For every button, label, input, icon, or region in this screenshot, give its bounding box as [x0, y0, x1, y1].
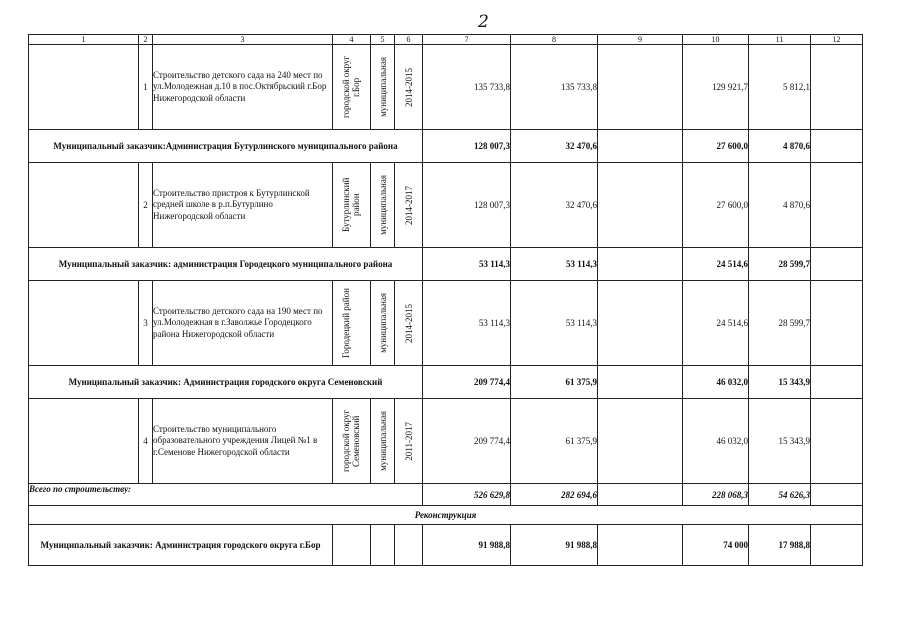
value-col9: [598, 525, 683, 566]
col-number: 4: [333, 35, 371, 45]
object-name: Строительство детского сада на 190 мест по ул.Молодежная в г.Заволжье Городецкого района Нижегородской области: [153, 281, 333, 366]
value-col7: 209 774,4: [423, 399, 511, 484]
value-col10: 24 514,6: [683, 281, 749, 366]
value-col10: 24 514,6: [683, 248, 749, 281]
object-ownership: муниципальная: [377, 57, 388, 117]
col-number: 9: [598, 35, 683, 45]
section-row: [29, 506, 863, 525]
object-period: 2011-2017: [403, 421, 414, 461]
value-col9: [598, 45, 683, 130]
object-territory: Городецкий район: [340, 288, 351, 358]
customer-row: [29, 525, 863, 566]
value-col7: 53 114,3: [423, 248, 511, 281]
object-number: 1: [139, 45, 153, 130]
col-number: 5: [371, 35, 395, 45]
value-col11: 17 988,8: [749, 525, 811, 566]
value-col12: [811, 248, 863, 281]
object-row: [29, 281, 863, 366]
value-col11: 28 599,7: [749, 281, 811, 366]
object-period: 2014-2017: [403, 185, 414, 225]
value-col12: [811, 484, 863, 506]
page-number: 2: [478, 12, 489, 32]
value-col9: [598, 248, 683, 281]
value-col11: 54 626,3: [749, 484, 811, 506]
col-number: 2: [139, 35, 153, 45]
object-ownership: муниципальная: [377, 293, 388, 353]
value-col7: 128 007,3: [423, 130, 511, 163]
col-number: 7: [423, 35, 511, 45]
object-territory: Бутурлинский район: [340, 177, 361, 233]
col-number: 6: [395, 35, 423, 45]
investment-table: [28, 34, 863, 566]
col-number: 12: [811, 35, 863, 45]
object-number: 3: [139, 281, 153, 366]
object-row: [29, 163, 863, 248]
value-col7: 91 988,8: [423, 525, 511, 566]
value-col7: 53 114,3: [423, 281, 511, 366]
customer-row: [29, 130, 863, 163]
total-label: Всего по строительству:: [29, 484, 423, 506]
value-col9: [598, 484, 683, 506]
value-col8: 61 375,9: [511, 366, 598, 399]
value-col8: 53 114,3: [511, 248, 598, 281]
customer-row: [29, 248, 863, 281]
value-col9: [598, 281, 683, 366]
value-col11: 28 599,7: [749, 248, 811, 281]
col-number: 10: [683, 35, 749, 45]
object-name: Строительство детского сада на 240 мест по ул.Молодежная д.10 в пос.Октябрьский г.Бор Нижегородской области: [153, 45, 333, 130]
value-col8: 32 470,6: [511, 163, 598, 248]
value-col10: 27 600,0: [683, 130, 749, 163]
customer-label: Муниципальный заказчик: Администрация городского округа г.Бор: [29, 525, 333, 566]
value-col12: [811, 163, 863, 248]
value-col10: 27 600,0: [683, 163, 749, 248]
value-col10: 129 921,7: [683, 45, 749, 130]
value-col10: 46 032,0: [683, 399, 749, 484]
value-col12: [811, 281, 863, 366]
customer-row: [29, 366, 863, 399]
object-period: 2014-2015: [403, 303, 414, 343]
object-name: Строительство пристроя к Бутурлинской средней школе в р.п.Бутурлино Нижегородской области: [153, 163, 333, 248]
value-col11: 15 343,9: [749, 399, 811, 484]
value-col8: 32 470,6: [511, 130, 598, 163]
value-col8: 282 694,6: [511, 484, 598, 506]
customer-label: Муниципальный заказчик:Администрация Бутурлинского муниципального района: [29, 130, 423, 163]
value-col11: 4 870,6: [749, 163, 811, 248]
object-name: Строительство муниципального образовательного учреждения Лицей №1 в г.Семенове Нижегородской области: [153, 399, 333, 484]
object-row: [29, 399, 863, 484]
section-label: Реконструкция: [29, 506, 863, 525]
value-col12: [811, 130, 863, 163]
object-number: 2: [139, 163, 153, 248]
customer-label: Муниципальный заказчик: администрация Городецкого муниципального района: [29, 248, 423, 281]
value-col10: 228 068,3: [683, 484, 749, 506]
col-number: 3: [153, 35, 333, 45]
value-col7: 526 629,8: [423, 484, 511, 506]
total-row: [29, 484, 863, 506]
col-number: 8: [511, 35, 598, 45]
object-number: 4: [139, 399, 153, 484]
value-col8: 61 375,9: [511, 399, 598, 484]
value-col8: 91 988,8: [511, 525, 598, 566]
column-number-row: [29, 35, 863, 45]
value-col8: 53 114,3: [511, 281, 598, 366]
value-col11: 5 812,1: [749, 45, 811, 130]
object-period: 2014-2015: [403, 67, 414, 107]
value-col11: 4 870,6: [749, 130, 811, 163]
value-col9: [598, 163, 683, 248]
value-col8: 135 733,8: [511, 45, 598, 130]
object-row: [29, 45, 863, 130]
value-col12: [811, 366, 863, 399]
col-number: 11: [749, 35, 811, 45]
value-col7: 135 733,8: [423, 45, 511, 130]
object-ownership: муниципальная: [377, 411, 388, 471]
object-territory: городской округ г.Бор: [340, 55, 361, 119]
value-col10: 74 000: [683, 525, 749, 566]
value-col10: 46 032,0: [683, 366, 749, 399]
object-territory: городской округ Семеновский: [340, 409, 361, 473]
object-ownership: муниципальная: [377, 175, 388, 235]
value-col12: [811, 525, 863, 566]
value-col9: [598, 399, 683, 484]
value-col12: [811, 399, 863, 484]
value-col12: [811, 45, 863, 130]
col-number: 1: [29, 35, 139, 45]
customer-label: Муниципальный заказчик: Администрация городского округа Семеновский: [29, 366, 423, 399]
value-col9: [598, 130, 683, 163]
value-col11: 15 343,9: [749, 366, 811, 399]
value-col7: 209 774,4: [423, 366, 511, 399]
value-col7: 128 007,3: [423, 163, 511, 248]
value-col9: [598, 366, 683, 399]
